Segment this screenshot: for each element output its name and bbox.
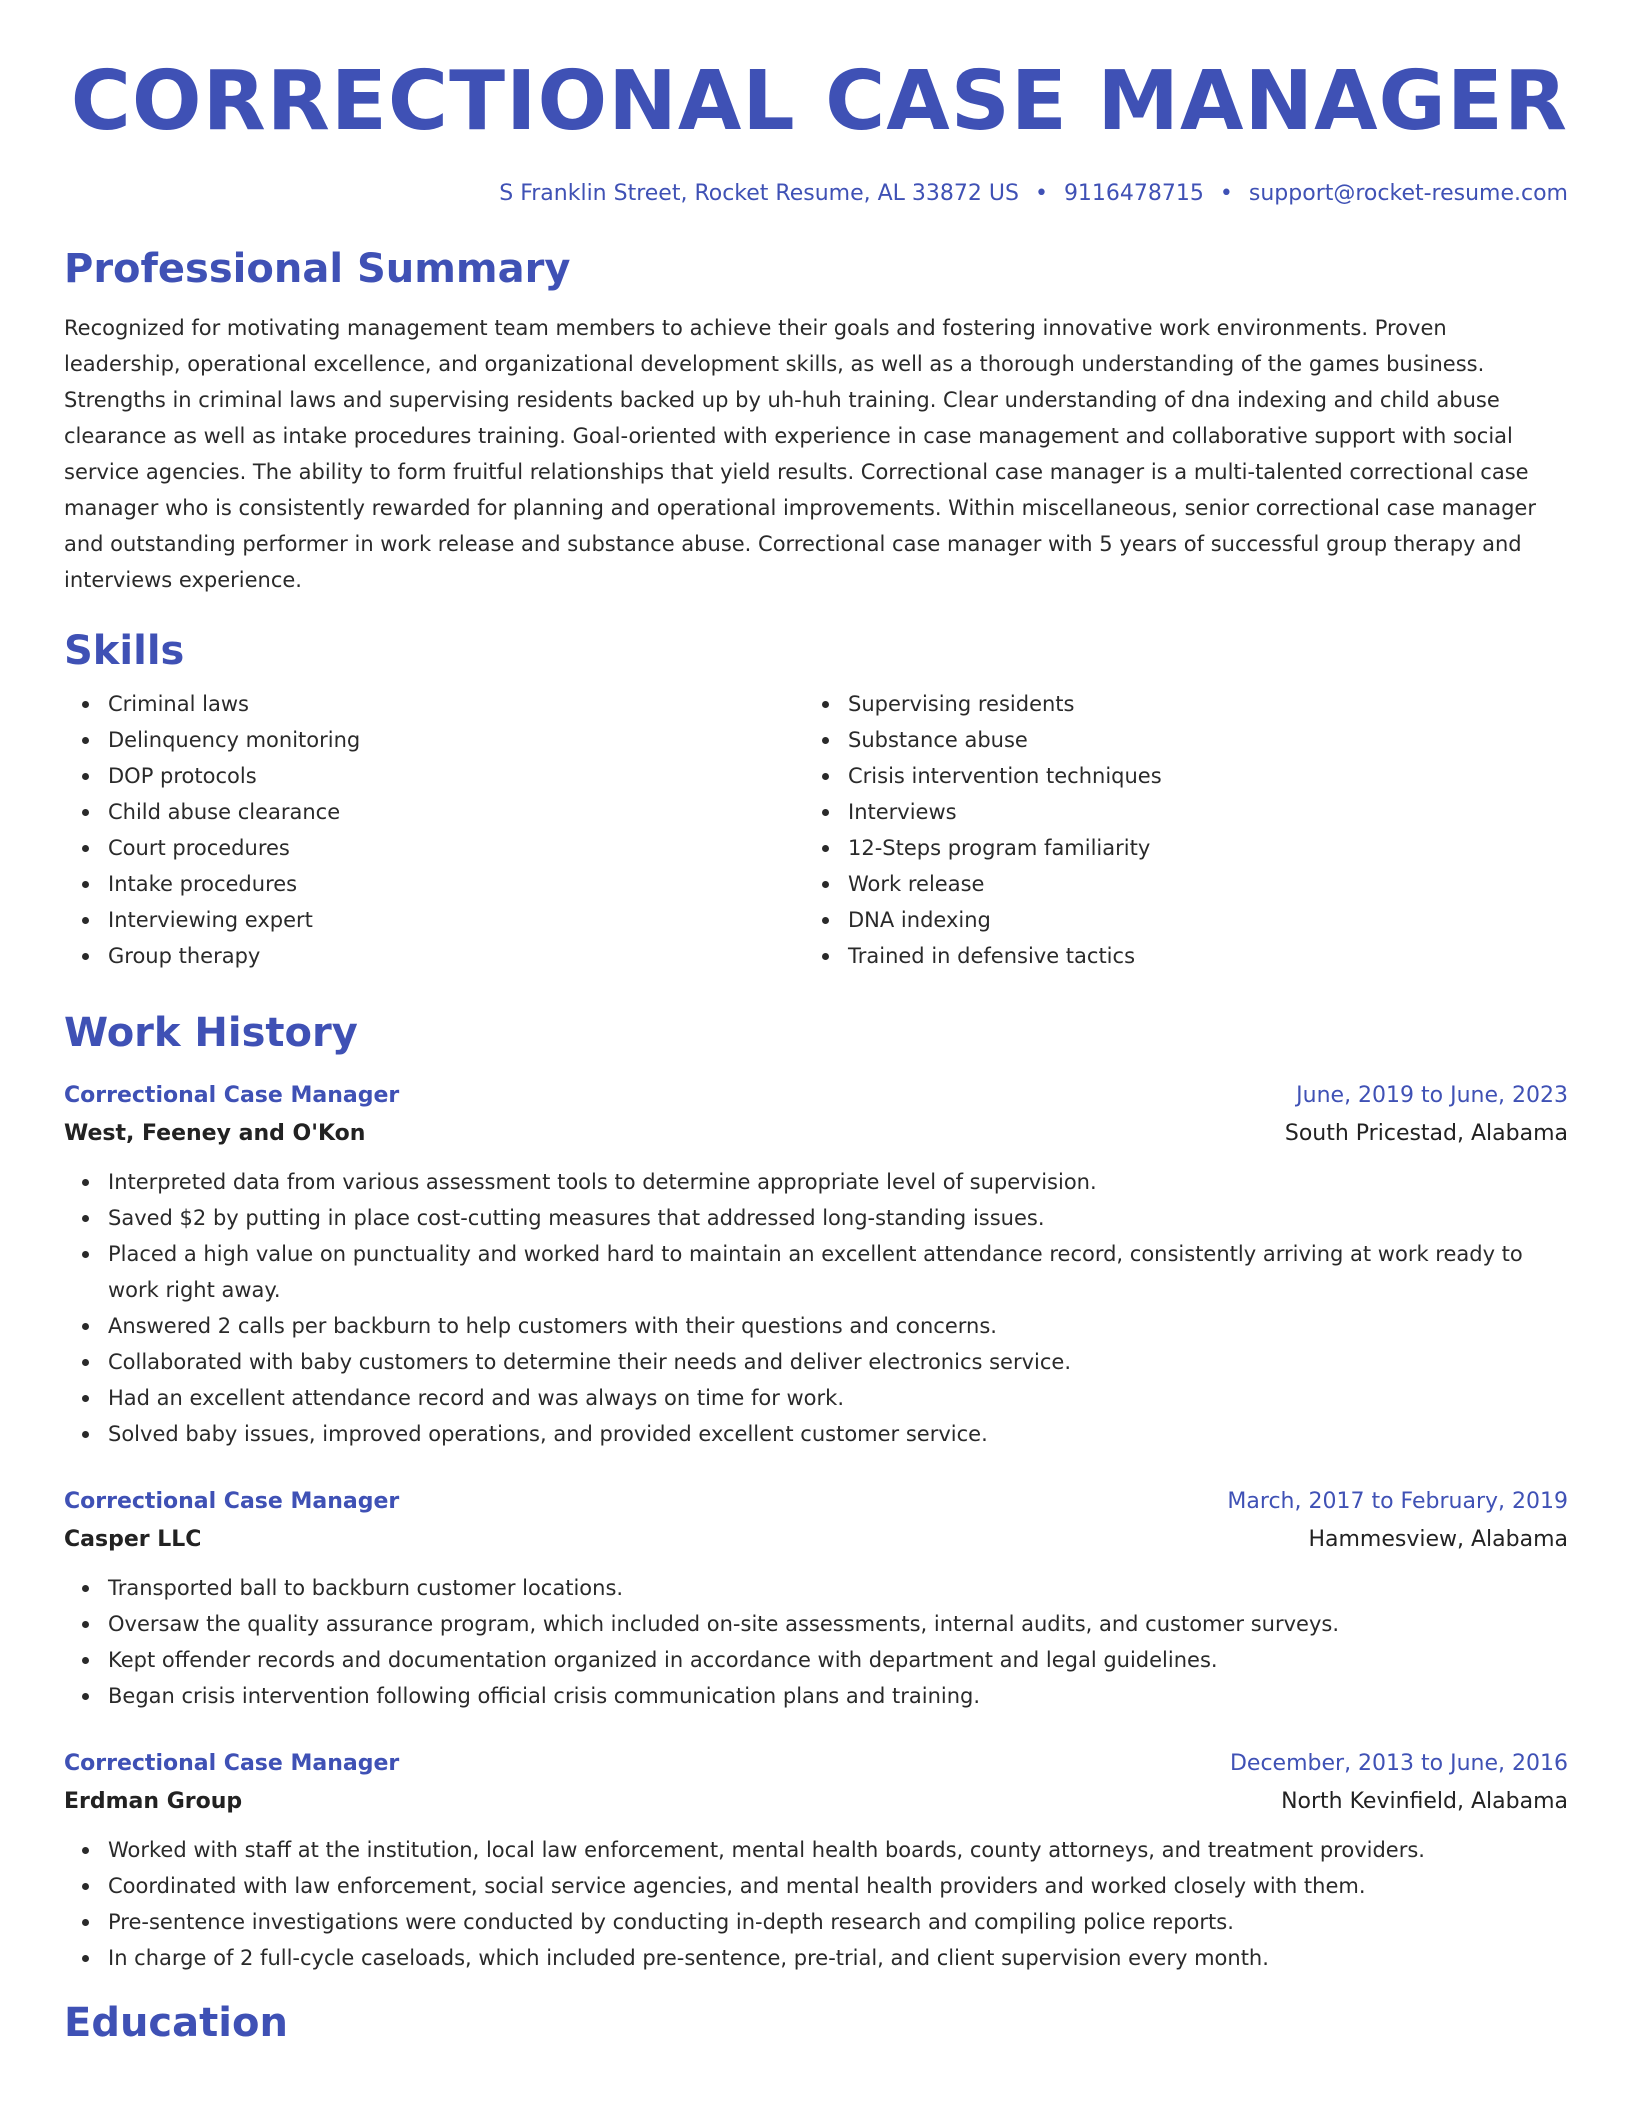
skill-item: DOP protocols xyxy=(64,758,804,794)
job-dates: June, 2019 to June, 2023 xyxy=(1296,1083,1568,1108)
skill-item: Interviews xyxy=(804,794,1544,830)
job-title: Correctional Case Manager xyxy=(64,1489,400,1514)
skill-item: Court procedures xyxy=(64,830,804,866)
job-dates: December, 2013 to June, 2016 xyxy=(1229,1751,1568,1776)
skill-item: Interviewing expert xyxy=(64,902,804,938)
job-header-row xyxy=(64,1484,1568,1520)
job-title: Correctional Case Manager xyxy=(64,1083,400,1108)
skill-item: Delinquency monitoring xyxy=(64,722,804,758)
skill-item: Child abuse clearance xyxy=(64,794,804,830)
resume-header xyxy=(64,0,1568,210)
duty-item: Collaborated with baby customers to determine their needs and deliver electronics service. xyxy=(64,1344,1568,1380)
skills-list-right xyxy=(804,686,1544,974)
duty-item: Answered 2 calls per backburn to help customers with their questions and concerns. xyxy=(64,1308,1568,1344)
job-company-row xyxy=(64,1782,1568,1822)
duty-item: Coordinated with law enforcement, social service agencies, and mental health providers and worked closely with them. xyxy=(64,1868,1568,1904)
resume-name: CORRECTIONAL CASE MANAGER xyxy=(70,54,1568,149)
contact-phone: 9116478715 xyxy=(1063,181,1204,206)
duty-item: Interpreted data from various assessment tools to determine appropriate level of supervision. xyxy=(64,1164,1568,1200)
skill-item: Intake procedures xyxy=(64,866,804,902)
duty-item: Saved $2 by putting in place cost-cutting measures that addressed long-standing issues. xyxy=(64,1200,1568,1236)
skills-section xyxy=(64,626,1568,974)
skill-item: Trained in defensive tactics xyxy=(804,938,1544,974)
summary-heading: Professional Summary xyxy=(64,246,571,292)
job-company-row xyxy=(64,1114,1568,1154)
skill-item: 12-Steps program familiarity xyxy=(804,830,1544,866)
duty-item: Had an excellent attendance record and was always on time for work. xyxy=(64,1380,1568,1416)
duty-item: Worked with staff at the institution, local law enforcement, mental health boards, county attorneys, and treatment providers. xyxy=(64,1832,1568,1868)
job-company: Erdman Group xyxy=(64,1789,243,1814)
contact-email[interactable]: support@rocket-resume.com xyxy=(1248,181,1568,206)
job-entry xyxy=(64,1078,1568,1452)
job-title: Correctional Case Manager xyxy=(64,1751,400,1776)
duty-item: Transported ball to backburn customer locations. xyxy=(64,1570,1568,1606)
duty-item: Kept offender records and documentation organized in accordance with department and legal guidelines. xyxy=(64,1642,1568,1678)
education-section xyxy=(64,1998,1568,2048)
contact-line xyxy=(64,178,1568,210)
duty-item: Solved baby issues, improved operations, and provided excellent customer service. xyxy=(64,1416,1568,1452)
duty-item: Placed a high value on punctuality and worked hard to maintain an excellent attendance record, consistently arriving at work ready to work right away. xyxy=(64,1236,1568,1308)
job-company: West, Feeney and O'Kon xyxy=(64,1121,366,1146)
duty-item: Began crisis intervention following official crisis communication plans and training. xyxy=(64,1678,1568,1714)
skill-item: DNA indexing xyxy=(804,902,1544,938)
contact-separator: • xyxy=(1219,181,1233,206)
duty-item: Oversaw the quality assurance program, which included on-site assessments, internal audits, and customer surveys. xyxy=(64,1606,1568,1642)
job-duties xyxy=(64,1832,1568,1976)
job-location: South Pricestad, Alabama xyxy=(1284,1121,1568,1146)
job-header-row xyxy=(64,1078,1568,1114)
job-entry xyxy=(64,1484,1568,1714)
skill-item: Substance abuse xyxy=(804,722,1544,758)
duty-item: Pre-sentence investigations were conducted by conducting in-depth research and compiling police reports. xyxy=(64,1904,1568,1940)
work-history-section xyxy=(64,1008,1568,1976)
skill-item: Criminal laws xyxy=(64,686,804,722)
job-dates: March, 2017 to February, 2019 xyxy=(1227,1489,1568,1514)
skills-heading: Skills xyxy=(64,628,185,674)
contact-address: S Franklin Street, Rocket Resume, AL 33872 US xyxy=(499,181,1019,206)
job-duties xyxy=(64,1164,1568,1452)
work-history-heading: Work History xyxy=(64,1010,358,1056)
skill-item: Crisis intervention techniques xyxy=(804,758,1544,794)
job-duties xyxy=(64,1570,1568,1714)
skills-list-left xyxy=(64,686,804,974)
skill-item: Supervising residents xyxy=(804,686,1544,722)
job-header-row xyxy=(64,1746,1568,1782)
education-heading: Education xyxy=(64,2000,288,2046)
duty-item: In charge of 2 full-cycle caseloads, which included pre-sentence, pre-trial, and client supervision every month. xyxy=(64,1940,1568,1976)
summary-text: Recognized for motivating management team members to achieve their goals and fostering innovative work environments. Proven leadership, operational excellence, and organizational development skills, as well as a thorough understanding of the games business. Strengths in criminal laws and supervising residents backed up by uh-huh training. Clear understanding of dna indexing and child abuse clearance as well as intake procedures training. Goal-oriented with experience in case management and collaborative support with social service agencies. The ability to form fruitful relationships that yield results. Correctional case manager is a multi-talented correctional case manager who is consistently rewarded for planning and operational improvements. Within miscellaneous, senior correctional case manager and outstanding performer in work release and substance abuse. Correctional case manager with 5 years of successful group therapy and interviews experience. xyxy=(64,316,1536,592)
job-location: North Kevinfield, Alabama xyxy=(1281,1789,1568,1814)
skill-item: Work release xyxy=(804,866,1544,902)
skill-item: Group therapy xyxy=(64,938,804,974)
job-company: Casper LLC xyxy=(64,1527,202,1552)
contact-separator: • xyxy=(1034,181,1048,206)
job-location: Hammesview, Alabama xyxy=(1308,1527,1568,1552)
skills-columns xyxy=(64,686,1568,974)
summary-section xyxy=(64,244,1568,598)
job-company-row xyxy=(64,1520,1568,1560)
job-entry xyxy=(64,1746,1568,1976)
